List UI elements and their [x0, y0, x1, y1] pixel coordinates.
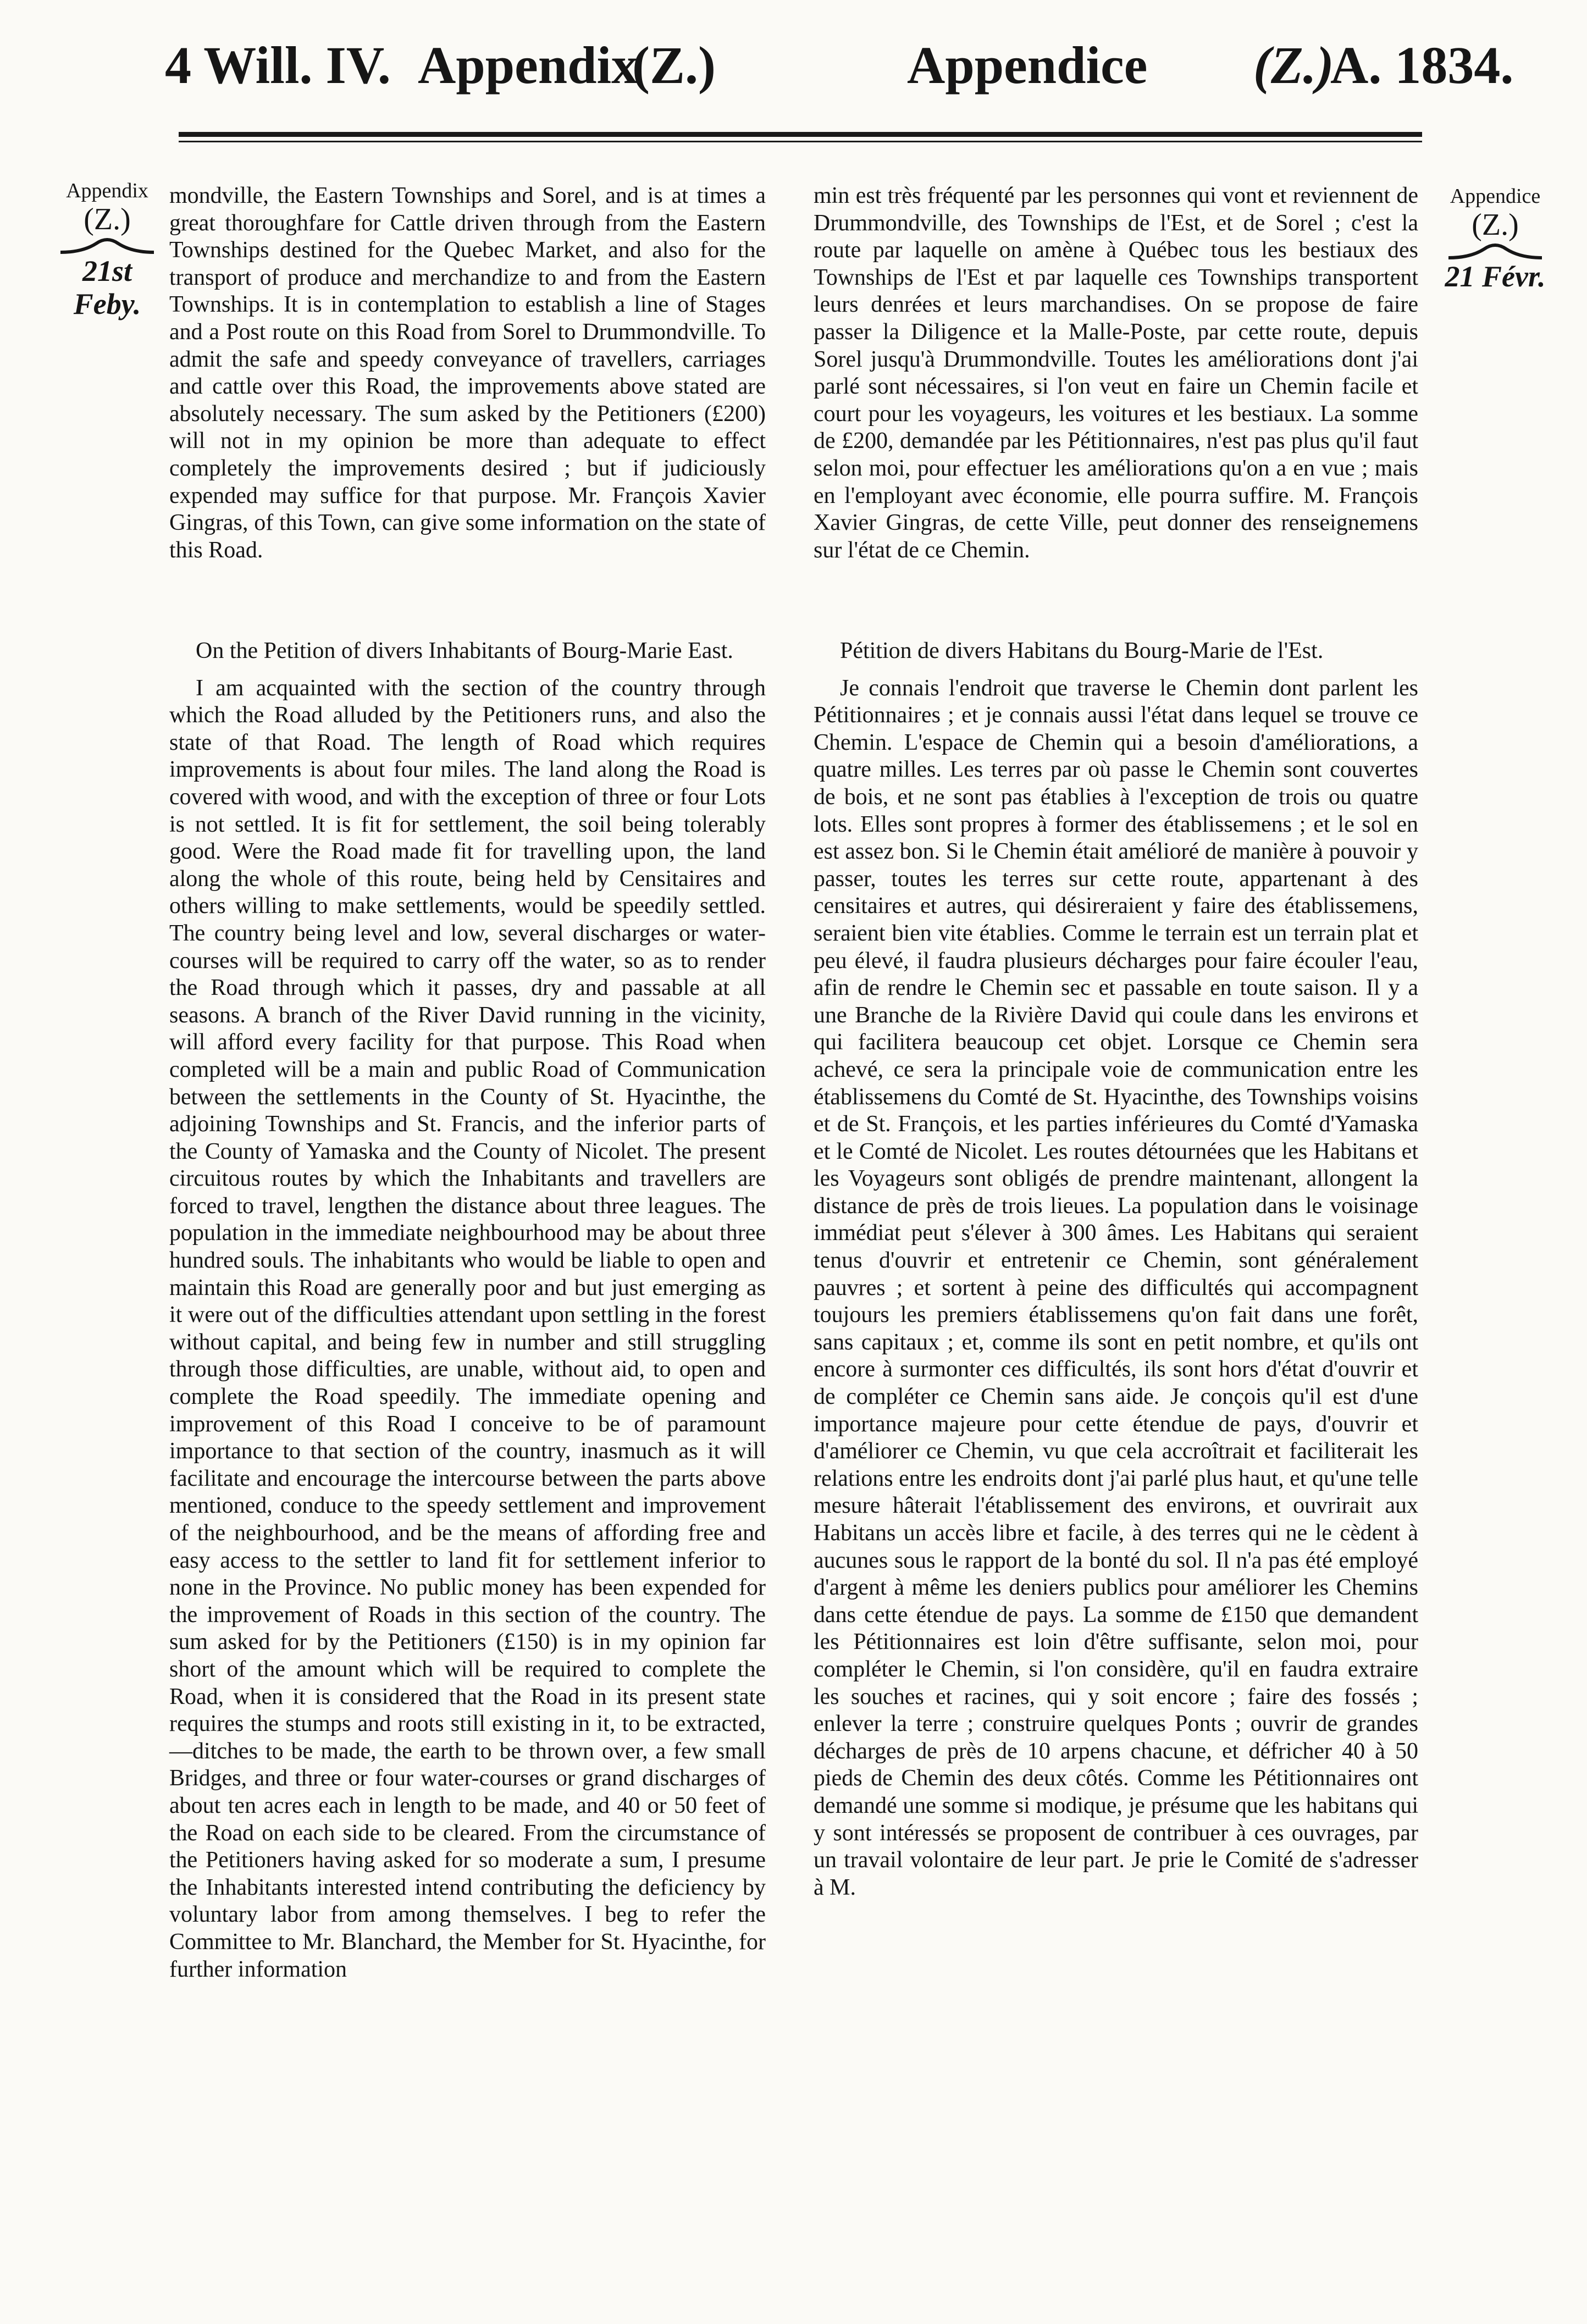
- margin-appendice-label: Appendice: [1450, 185, 1541, 208]
- header-rule-thick: [179, 132, 1422, 137]
- margin-date: 21st Feby.: [73, 254, 141, 320]
- margin-appendice-letter: (Z.): [1472, 208, 1519, 242]
- appendice-title: Appendice: [907, 36, 1148, 95]
- margin-appendix-label: Appendix: [66, 179, 148, 202]
- french-paragraph-continued: min est très fréquenté par les personnes qui vont et reviennent de Drummondville, des Townships de l'Est, et de Sorel ; c'est la route par laquelle on amène à Québec tous les bestiaux des Townships de l'Est et par laquelle ces Townships transportent leurs denrées et leurs marchandises. On se propose de faire passer la Diligence et la Malle-Poste, par cette route, depuis Sorel jusqu'à Drummondville. Toutes les améliorations dont j'ai parlé sont nécessaires, si l'on veut en faire un Chemin facile et court pour les voyageurs, les voitures et les bestiaux. La somme de £200, demandée par les Pétitionnaires, n'est pas plus qu'il faut selon moi, pour effectuer les améliorations qu'on a en vue ; mais en l'employant avec économie, elle pourra suffire. M. François Xavier Gingras, de cette Ville, peut donner des renseignemens sur l'état de ce Chemin.: [814, 183, 1418, 563]
- french-column-top: [814, 182, 1418, 564]
- french-column-bottom: [814, 638, 1418, 1901]
- english-paragraph-continued: mondville, the Eastern Townships and Sorel, and is at times a great thoroughfare for Cattle driven through from the Eastern Townships destined for the Quebec Market, and also for the transport of produce and merchandize to and from the Eastern Townships. It is in contemplation to establish a line of Stages and a Post route on this Road from Sorel to Drummondville. To admit the safe and speedy conveyance of travellers, carriages and cattle over this Road, the improvements above stated are absolutely necessary. The sum asked by the Petitioners (£200) will not in my opinion be more than adequate to effect completely the improvements desired ; but if judiciously expended may suffice for that purpose. Mr. François Xavier Gingras, of this Town, can give some information on the state of this Road.: [169, 183, 766, 563]
- regnal-year: 4 Will. IV.: [165, 36, 391, 95]
- margin-note-left: [49, 179, 165, 320]
- english-section-heading: On the Petition of divers Inhabitants of Bourg-Marie East.: [196, 638, 733, 663]
- english-column-top: [169, 182, 766, 564]
- year: A. 1834.: [1330, 36, 1514, 95]
- page-header: [0, 0, 1587, 140]
- brace-ornament-icon: [1446, 241, 1545, 260]
- appendix-letter: (Z.): [632, 36, 716, 95]
- appendix-title: Appendix: [418, 36, 638, 95]
- appendice-letter: (Z.): [1253, 36, 1334, 95]
- margin-note-right: [1432, 184, 1558, 293]
- french-section-heading: Pétition de divers Habitans du Bourg-Marie de l'Est.: [840, 638, 1324, 663]
- margin-date: 21 Févr.: [1445, 260, 1546, 293]
- brace-ornament-icon: [58, 236, 157, 254]
- french-report-paragraph: Je connais l'endroit que traverse le Chemin dont parlent les Pétitionnaires ; et je connais aussi l'état dans lequel se trouve ce Chemin. L'espace de Chemin qui a besoin d'améliorations, a quatre milles. Les terres par où passe le Chemin sont couvertes de bois, et ne sont pas établies à l'exception de trois ou quatre lots. Elles sont propres à former des établissemens ; et le sol en est assez bon. Si le Chemin était amélioré de manière à pouvoir y passer, toutes les terres sur cette route, appartenant à des censitaires et autres, qui désireraient y faire des établissemens, seraient bien vite établies. Comme le terrain est un terrain plat et peu élevé, il faudra plusieurs décharges pour faire écouler l'eau, afin de rendre le Chemin sec et passable en toute saison. Il y a une Branche de la Rivière David qui coule dans les environs et qui facilitera beaucoup cet objet. Lorsque ce Chemin sera achevé, ce sera la principale voie de communication entre les établissemens du Comté de St. Hyacinthe, des Townships voisins et de St. François, et les parties inférieures du Comté d'Yamaska et le Comté de Nicolet. Les routes détournées que les Habitans et les Voyageurs sont obligés de prendre maintenant, allongent la distance de près de trois lieues. La population dans le voisinage immédiat peut s'élever à 300 âmes. Les Habitans qui seraient tenus d'ouvrir et entretenir ce Chemin, sont généralement pauvres ; et sortent à peine des difficultés qui accompagnent toujours les premiers établissemens qu'on fait dans une forêt, sans capitaux ; et, comme ils sont en petit nombre, et qu'ils ont encore à surmonter ces difficultés, ils sont hors d'état d'ouvrir et de compléter ce Chemin sans aide. Je conçois qu'il est d'une importance majeure pour cette étendue de pays, d'ouvrir et d'améliorer ce Chemin, vu que cela accroîtrait et faciliterait les relations entre les endroits dont j'ai parlé plus haut, et qu'une telle mesure hâterait l'établissement des environs, et ouvrirait aux Habitans un accès libre et facile, à des terres qui ne le cèdent à aucunes sous le rapport de la bonté du sol. Il n'a pas été employé d'argent à même les deniers publics pour améliorer les Chemins dans cette étendue de pays. La somme de £150 que demandent les Pétitionnaires est loin d'être suffisante, selon moi, pour compléter le Chemin, si l'on considère, qu'il en faudra extraire les souches et racines, qui y soit encore ; faire des fossés ; enlever la terre ; construire quelques Ponts ; ouvrir de grandes décharges de près de 10 arpens chacune, et défricher 40 à 50 pieds de Chemin des deux côtés. Comme les Pétitionnaires ont demandé une somme si modique, je présume que les habitans qui y sont intéressés se proposent de contribuer à ces ouvrages, par un travail volontaire de leur part. Je prie le Comité de s'adresser à M.: [814, 675, 1418, 1900]
- margin-appendix-letter: (Z.): [84, 202, 131, 236]
- english-column-bottom: [169, 638, 766, 1983]
- header-rule-thin: [179, 141, 1422, 142]
- english-report-paragraph: I am acquainted with the section of the country through which the Road alluded by the Petitioners runs, and also the state of that Road. The length of Road which requires improvements is about four miles. The land along the Road is covered with wood, and with the exception of three or four Lots is not settled. It is fit for settlement, the soil being tolerably good. Were the Road made fit for travelling upon, the land along the whole of this route, being held by Censitaires and others willing to make settlements, would be speedily settled. The country being level and low, several discharges or water-courses will be required to carry off the water, so as to render the Road through which it passes, dry and passable at all seasons. A branch of the River David running in the vicinity, will afford every facility for that purpose. This Road when completed will be a main and public Road of Communication between the settlements in the County of St. Hyacinthe, the adjoining Townships and St. Francis, and the inferior parts of the County of Yamaska and the County of Nicolet. The present circuitous routes by which the Inhabitants and travellers are forced to travel, lengthen the distance about three leagues. The population in the immediate neighbourhood may be about three hundred souls. The inhabitants who would be liable to open and maintain this Road are generally poor and but just emerging as it were out of the difficulties attendant upon settling in the forest without capital, and being few in number and still struggling through those difficulties, are unable, without aid, to open and complete the Road speedily. The immediate opening and improvement of this Road I conceive to be of paramount importance to that section of the country, inasmuch as it will facilitate and encourage the intercourse between the parts above mentioned, conduce to the speedy settlement and improvement of the neighbourhood, and be the means of affording free and easy access to the settler to land fit for settlement inferior to none in the Province. No public money has been expended for the improvement of Roads in this section of the country. The sum asked for by the Petitioners (£150) is in my opinion far short of the amount which will be required to complete the Road, when it is considered that the Road in its present state requires the stumps and roots still existing in it, to be extracted,—ditches to be made, the earth to be thrown over, a few small Bridges, and three or four water-courses or grand discharges of about ten acres each in length to be made, and 40 or 50 feet of the Road on each side to be cleared. From the circumstance of the Petitioners having asked for so moderate a sum, I presume the Inhabitants interested intend contributing the deficiency by voluntary labor from among themselves. I beg to refer the Committee to Mr. Blanchard, the Member for St. Hyacinthe, for further information: [169, 675, 766, 1982]
